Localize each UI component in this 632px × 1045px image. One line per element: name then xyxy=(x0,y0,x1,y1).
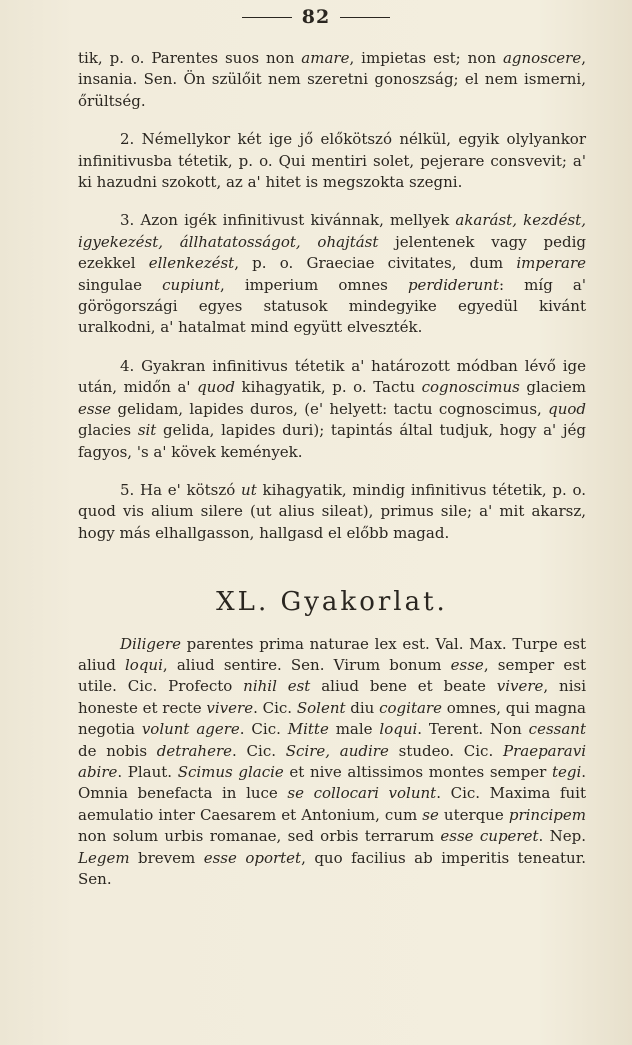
text-run: . Omnia benefacta in luce xyxy=(78,762,587,803)
italic-run: cessant xyxy=(528,720,586,739)
text-run: , impietas est; non xyxy=(349,49,503,67)
text-run: 4. Gyakran infinitivus tétetik a' határozott módban lévő ige után, midőn a' xyxy=(78,356,586,397)
italic-run: volunt agere xyxy=(141,720,240,739)
italic-run: se xyxy=(422,805,439,824)
header-rule-right xyxy=(340,17,390,18)
italic-run: Mitte xyxy=(287,720,329,739)
italic-run: Scimus glacie xyxy=(177,762,284,781)
italic-run: nihil est xyxy=(243,677,311,696)
text-run: glaciem xyxy=(519,378,587,397)
italic-run: sit xyxy=(137,421,157,440)
text-run: , semper est utile. Cic. Profecto xyxy=(78,655,587,696)
italic-run: Scire, audire xyxy=(285,741,389,760)
text-run: male xyxy=(328,720,380,739)
text-run: , insania. Sen. Ön szülőit nem szeretni gonoszság; el nem ismerni, őrültség. xyxy=(78,49,586,110)
italic-run: ut xyxy=(241,480,257,499)
italic-run: ellenkezést xyxy=(148,254,235,273)
italic-run: detrahere xyxy=(156,741,233,760)
text-run: 5. Ha e' kötszó xyxy=(120,480,242,499)
paragraph-rule-5 xyxy=(78,480,586,544)
italic-run: loqui xyxy=(125,655,163,674)
italic-run: se collocari volunt xyxy=(287,784,437,803)
page-body xyxy=(78,48,586,890)
italic-run: esse xyxy=(78,399,112,418)
paragraph-rule-3 xyxy=(78,210,586,338)
italic-run: amare xyxy=(301,49,350,67)
text-run: omnes, qui magna negotia xyxy=(78,698,586,739)
text-run: et nive altissimos montes semper xyxy=(283,762,552,781)
text-run: , quo facilius ab imperitis teneatur. Sen. xyxy=(78,848,587,888)
italic-run: vivere xyxy=(496,677,544,696)
text-run: de nobis xyxy=(78,741,157,760)
text-run: studeo. Cic. xyxy=(388,741,503,760)
italic-run: quod xyxy=(548,399,586,418)
italic-run: Praeparavi abire xyxy=(78,741,586,781)
italic-run: Solent xyxy=(296,698,346,717)
italic-run: cupiunt xyxy=(162,275,220,294)
paragraph-rule-2 xyxy=(78,129,586,193)
italic-run: agnoscere xyxy=(502,49,582,67)
text-run: , imperium omnes xyxy=(219,275,408,294)
text-run: gelida, lapides duri); tapintás által tudjuk, hogy a' jég fagyos, 's a' kövek kemények. xyxy=(78,421,586,461)
text-run: . Cic. xyxy=(239,720,288,739)
text-run: 2. Némellykor két ige jő előkötszó nélkül, egyik olylyankor infinitivusba tétetik, p. o. Qui mentiri solet, pejerare consvevit; a' ki hazudni szokott, az a' hitet is megszokta szegni. xyxy=(78,130,586,192)
italic-run: loqui xyxy=(379,720,418,739)
text-run: kihagyatik, p. o. Tactu xyxy=(234,378,422,397)
italic-run: imperare xyxy=(516,254,587,273)
italic-run: vivere xyxy=(206,698,254,717)
text-run: singulae xyxy=(78,275,163,294)
italic-run: cognoscimus xyxy=(421,378,520,397)
text-run: . Cic. xyxy=(232,741,286,760)
text-run: : míg a' görögországi egyes statusok mindegyike egyedül kivánt uralkodni, a' hatalmat mind együtt elveszték. xyxy=(78,275,586,337)
italic-run: esse xyxy=(450,655,484,674)
text-run: jelentenek vagy pedig ezekkel xyxy=(78,232,586,273)
italic-run: akarást, kezdést, igyekezést, állhatatosságot, ohajtást xyxy=(78,211,586,251)
italic-run: cogitare xyxy=(379,698,442,717)
page-header xyxy=(0,6,632,28)
text-run: brevem xyxy=(129,848,204,867)
text-run: kihagyatik, mindig infinitivus tétetik, p. o. quod vis alium silere (ut alius sileat), primus sile; a' mit akarsz, hogy más elhallgasson, hallgasd el előbb magad. xyxy=(78,480,586,542)
text-run: non solum urbis romanae, sed orbis terrarum xyxy=(78,827,441,846)
italic-run: principem xyxy=(508,805,586,824)
italic-run: Legem xyxy=(78,848,130,867)
text-run: aliud bene et beate xyxy=(310,677,497,696)
text-run: , aliud sentire. Sen. Virum bonum xyxy=(162,655,451,674)
section-heading: XL. Gyakorlat. xyxy=(216,587,448,618)
text-run: diu xyxy=(345,698,380,717)
text-run: 3. Azon igék infinitivust kivánnak, mellyek xyxy=(120,211,456,230)
text-run: parentes prima naturae lex est. Val. Max. Turpe est aliud xyxy=(78,634,586,674)
italic-run: tegi xyxy=(551,762,582,781)
text-run: . Cic. Maxima fuit aemulatio inter Caesarem et Antonium, cum xyxy=(78,784,586,824)
paragraph-rule-4 xyxy=(78,356,586,463)
text-run: . Nep. xyxy=(538,827,586,846)
exercise-text xyxy=(78,634,586,891)
text-run: glacies xyxy=(78,421,138,440)
header-rule-left xyxy=(242,17,292,18)
page-number: 82 xyxy=(301,6,331,28)
text-run: . Plaut. xyxy=(117,762,178,781)
italic-run: quod xyxy=(197,378,235,397)
text-run: uterque xyxy=(438,805,509,824)
text-run: . Cic. xyxy=(253,698,297,717)
text-run: , p. o. Graeciae civitates, dum xyxy=(234,254,517,273)
italic-run: Diligere xyxy=(120,634,181,653)
italic-run: esse cuperet xyxy=(440,827,539,846)
italic-run: esse oportet xyxy=(203,848,302,867)
text-run: , nisi honeste et recte xyxy=(78,677,586,717)
text-run: tik, p. o. Parentes suos non xyxy=(78,49,302,67)
text-run: . Terent. Non xyxy=(417,720,529,739)
text-run: gelidam, lapides duros, (e' helyett: tactu cognoscimus, xyxy=(111,399,549,418)
paragraph-continued xyxy=(78,48,586,112)
italic-run: perdiderunt xyxy=(407,275,499,294)
